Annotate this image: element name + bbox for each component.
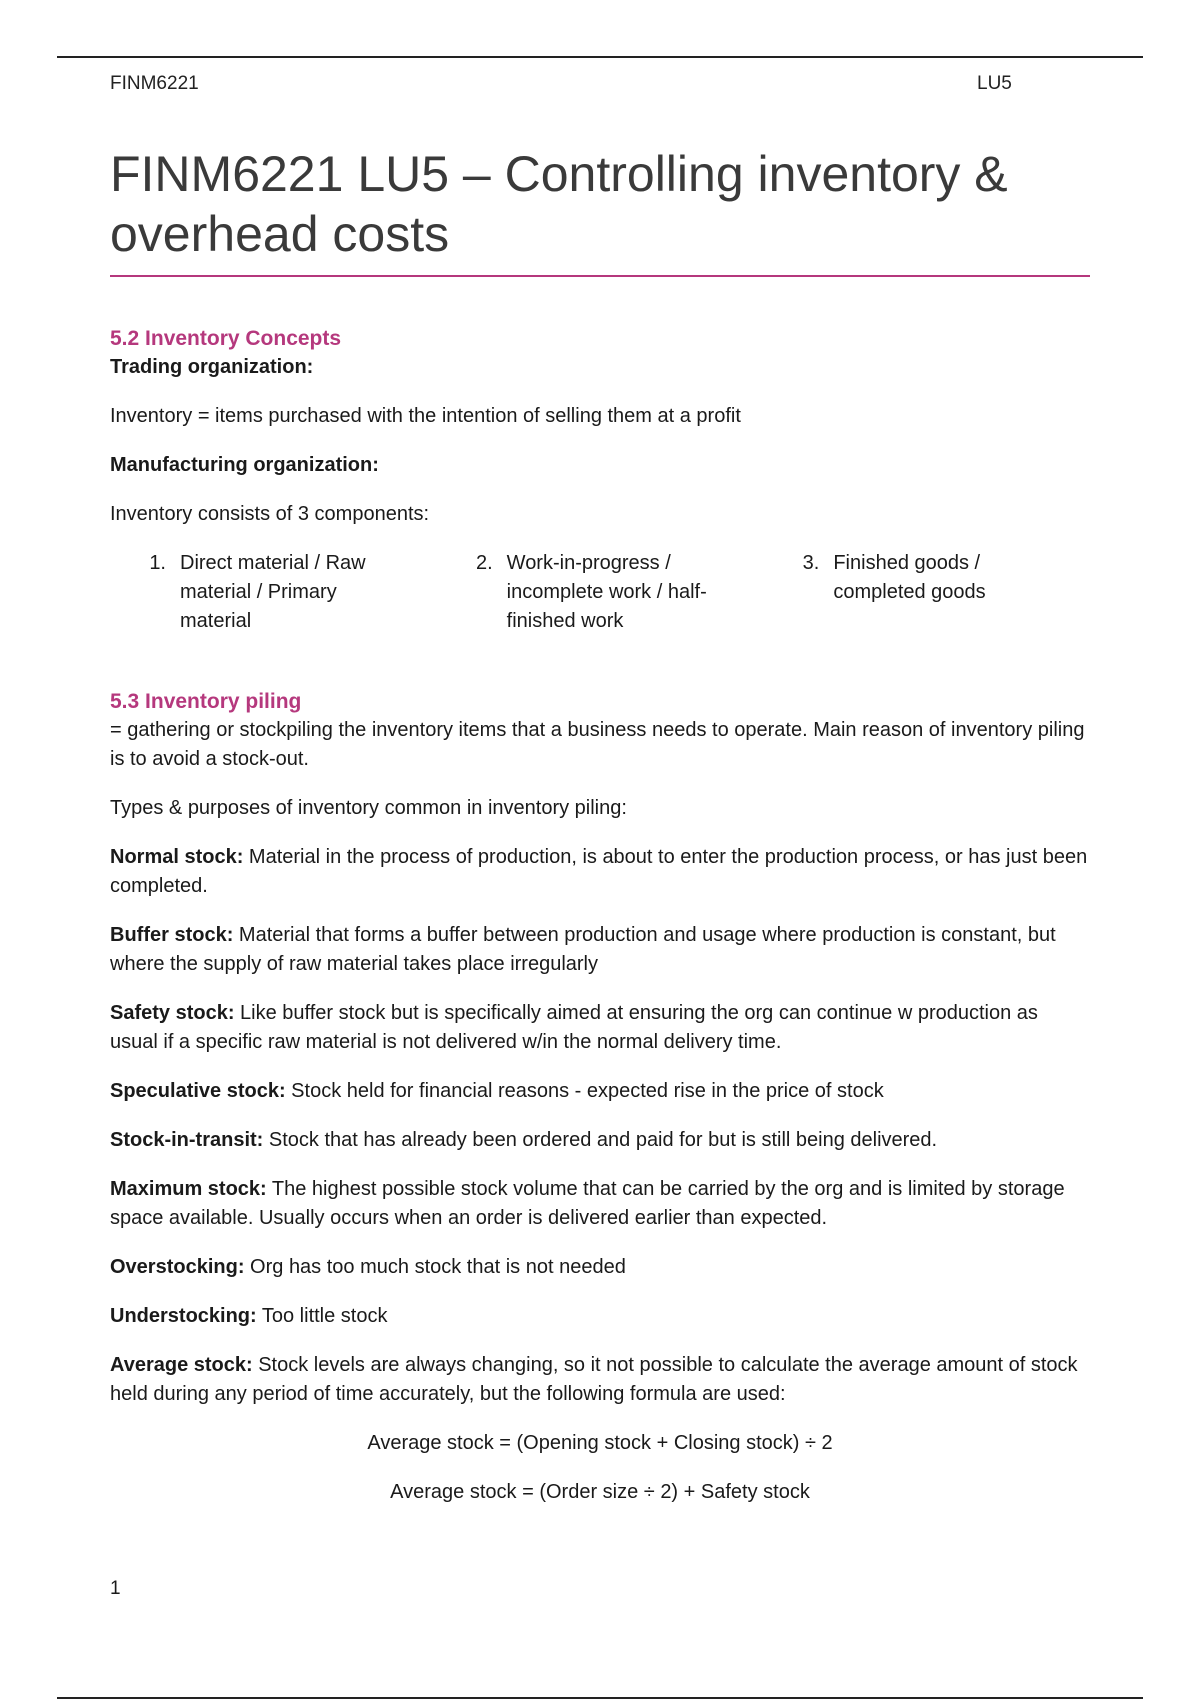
term-overstocking: Overstocking: Org has too much stock that is not needed [110,1256,626,1278]
list-item: 1. Direct material / Raw material / Primary material [149,552,366,632]
top-rule [57,56,1143,58]
section-heading-inventory-piling: 5.3 Inventory piling [110,690,302,713]
header-course-code: FINM6221 [110,73,199,94]
components-list [110,549,1090,636]
types-intro: Types & purposes of inventory common in inventory piling: [110,797,627,819]
term-safety-stock: Safety stock: Like buffer stock but is specifically aimed at ensuring the org can continue w production as usual if a specific raw material is not delivered w/in the normal delivery time. [110,1002,1038,1053]
term-stock-in-transit: Stock-in-transit: Stock that has already been ordered and paid for but is still being delivered. [110,1129,938,1151]
page-content [110,144,1090,1507]
term-average-stock: Average stock: Stock levels are always changing, so it not possible to calculate the average amount of stock held during any period of time accurately, but the following formula are used: [110,1354,1078,1405]
term-maximum-stock: Maximum stock: The highest possible stock volume that can be carried by the org and is limited by storage space available. Usually occurs when an order is delivered earlier than expected. [110,1178,1065,1229]
header-unit: LU5 [977,73,1012,94]
page-number: 1 [110,1578,121,1599]
term-buffer-stock: Buffer stock: Material that forms a buffer between production and usage where production is constant, but where the supply of raw material takes place irregularly [110,924,1056,975]
document-title: FINM6221 LU5 – Controlling inventory & overhead costs [110,144,1090,277]
section-heading-inventory-concepts: 5.2 Inventory Concepts [110,327,342,350]
term-understocking: Understocking: Too little stock [110,1305,388,1327]
list-item: 3. Finished goods / completed goods [802,552,986,603]
inventory-piling-definition: = gathering or stockpiling the inventory items that a business needs to operate. Main reason of inventory piling is to avoid a stock-out. [110,719,1085,770]
manufacturing-org-label: Manufacturing organization: [110,454,379,476]
term-normal-stock: Normal stock: Material in the process of production, is about to enter the production process, or has just been completed. [110,846,1088,897]
trading-org-label: Trading organization: [110,356,314,378]
components-intro: Inventory consists of 3 components: [110,503,430,525]
term-speculative-stock: Speculative stock: Stock held for financial reasons - expected rise in the price of stock [110,1080,884,1102]
list-item: 2. Work-in-progress / incomplete work / half-finished work [475,552,707,632]
formula-average-stock-1: Average stock = (Opening stock + Closing stock) ÷ 2 [367,1432,833,1454]
formula-average-stock-2: Average stock = (Order size ÷ 2) + Safety stock [390,1481,810,1503]
trading-org-text: Inventory = items purchased with the intention of selling them at a profit [110,405,741,427]
bottom-rule [57,1697,1143,1699]
